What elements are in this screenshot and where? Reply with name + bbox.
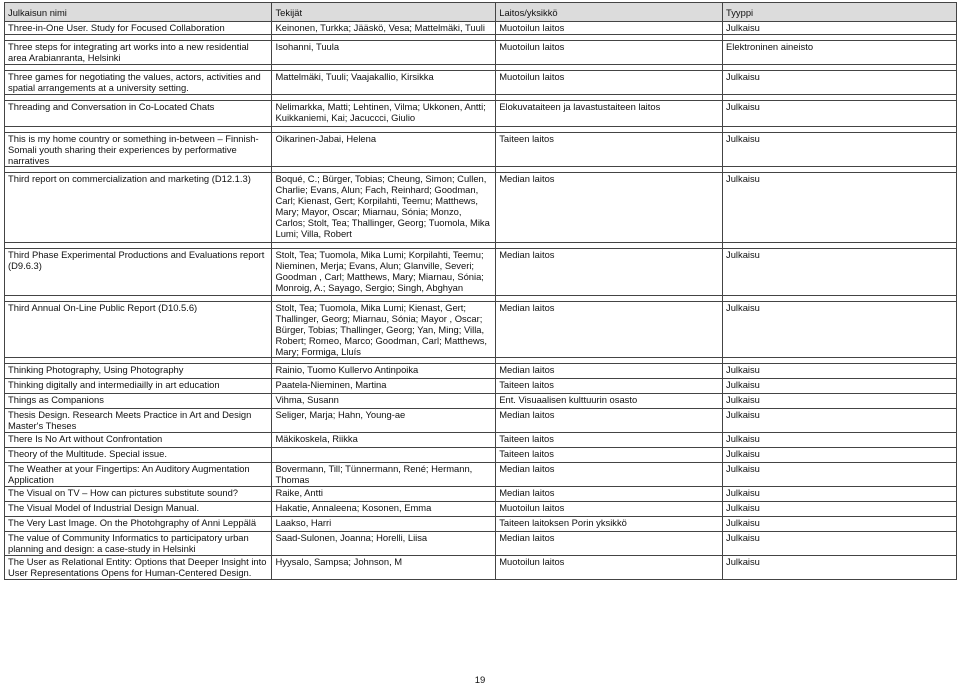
table-row — [5, 71, 957, 95]
cell-authors: Nelimarkka, Matti; Lehtinen, Vilma; Ukkonen, Antti; Kuikkaniemi, Kai; Jacuccci, Giulio — [272, 101, 496, 127]
table-row — [5, 101, 957, 127]
cell-title: The Visual Model of Industrial Design Manual. — [5, 502, 272, 517]
cell-department: Taiteen laitos — [496, 433, 723, 448]
cell-title: Theory of the Multitude. Special issue. — [5, 448, 272, 463]
cell-type: Julkaisu — [723, 463, 957, 487]
cell-department: Muotoilun laitos — [496, 71, 723, 95]
cell-department: Taiteen laitos — [496, 448, 723, 463]
cell-type: Julkaisu — [723, 448, 957, 463]
cell-type: Julkaisu — [723, 394, 957, 409]
cell-title: Third Phase Experimental Productions and Evaluations report (D9.6.3) — [5, 249, 272, 296]
page-number: 19 — [474, 675, 486, 686]
cell-authors: Hyysalo, Sampsa; Johnson, M — [272, 556, 496, 580]
cell-department: Median laitos — [496, 364, 723, 379]
table-row — [5, 448, 957, 463]
publications-table — [4, 2, 957, 580]
table-row — [5, 22, 957, 35]
cell-type: Julkaisu — [723, 517, 957, 532]
cell-authors: Oikarinen-Jabai, Helena — [272, 133, 496, 167]
cell-type: Julkaisu — [723, 173, 957, 243]
table-row — [5, 463, 957, 487]
cell-authors: Raike, Antti — [272, 487, 496, 502]
cell-type: Julkaisu — [723, 556, 957, 580]
table-row — [5, 556, 957, 580]
cell-authors: Stolt, Tea; Tuomola, Mika Lumi; Korpilahti, Teemu; Nieminen, Merja; Evans, Alun; Glanville, Severi; Goodman , Carl; Matthews, Mary; Miarnau, Sónia; Monroig, A.; Sayago, Sergio; Singh, Abghyan — [272, 249, 496, 296]
cell-type: Julkaisu — [723, 364, 957, 379]
cell-department: Median laitos — [496, 532, 723, 556]
cell-department: Elokuvataiteen ja lavastustaiteen laitos — [496, 101, 723, 127]
cell-title: There Is No Art without Confrontation — [5, 433, 272, 448]
cell-department: Taiteen laitos — [496, 133, 723, 167]
cell-authors: Paatela-Nieminen, Martina — [272, 379, 496, 394]
table-row — [5, 487, 957, 502]
cell-title: Third report on commercialization and marketing (D12.1.3) — [5, 173, 272, 243]
cell-type: Julkaisu — [723, 22, 957, 35]
cell-authors: Saad-Sulonen, Joanna; Horelli, Liisa — [272, 532, 496, 556]
cell-title: The Very Last Image. On the Photohgraphy of Anni Leppälä — [5, 517, 272, 532]
cell-authors: Hakatie, Annaleena; Kosonen, Emma — [272, 502, 496, 517]
cell-type: Julkaisu — [723, 101, 957, 127]
column-header-type: Tyyppi — [723, 3, 957, 22]
cell-department: Median laitos — [496, 173, 723, 243]
cell-authors: Rainio, Tuomo Kullervo Antinpoika — [272, 364, 496, 379]
cell-title: The User as Relational Entity: Options that Deeper Insight into User Representations Opens for Human-Centered Design. — [5, 556, 272, 580]
column-header-title: Julkaisun nimi — [5, 3, 272, 22]
table-row — [5, 133, 957, 167]
cell-department: Ent. Visuaalisen kulttuurin osasto — [496, 394, 723, 409]
cell-title: The Weather at your Fingertips: An Auditory Augmentation Application — [5, 463, 272, 487]
cell-title: Thinking digitally and intermediailly in art education — [5, 379, 272, 394]
cell-type: Julkaisu — [723, 409, 957, 433]
cell-department: Taiteen laitoksen Porin yksikkö — [496, 517, 723, 532]
cell-authors: Laakso, Harri — [272, 517, 496, 532]
cell-title: Third Annual On-Line Public Report (D10.5.6) — [5, 302, 272, 358]
table-row — [5, 41, 957, 65]
cell-title: Threading and Conversation in Co-Located Chats — [5, 101, 272, 127]
cell-authors: Seliger, Marja; Hahn, Young-ae — [272, 409, 496, 433]
table-row — [5, 502, 957, 517]
cell-department: Median laitos — [496, 249, 723, 296]
cell-title: The Visual on TV – How can pictures substitute sound? — [5, 487, 272, 502]
table-row — [5, 409, 957, 433]
cell-department: Muotoilun laitos — [496, 41, 723, 65]
cell-type: Julkaisu — [723, 249, 957, 296]
cell-type: Julkaisu — [723, 379, 957, 394]
table-header — [5, 3, 957, 22]
table-row — [5, 433, 957, 448]
cell-title: Three-in-One User. Study for Focused Collaboration — [5, 22, 272, 35]
cell-authors: Vihma, Susann — [272, 394, 496, 409]
cell-department: Muotoilun laitos — [496, 22, 723, 35]
table-row — [5, 173, 957, 243]
cell-type: Julkaisu — [723, 133, 957, 167]
cell-authors: Keinonen, Turkka; Jääskö, Vesa; Mattelmäki, Tuuli — [272, 22, 496, 35]
cell-department: Muotoilun laitos — [496, 556, 723, 580]
cell-type: Julkaisu — [723, 532, 957, 556]
cell-department: Muotoilun laitos — [496, 502, 723, 517]
cell-type: Julkaisu — [723, 502, 957, 517]
cell-authors: Mattelmäki, Tuuli; Vaajakallio, Kirsikka — [272, 71, 496, 95]
cell-title: Three games for negotiating the values, actors, activities and spatial arrangements at a university setting. — [5, 71, 272, 95]
cell-type: Julkaisu — [723, 487, 957, 502]
cell-authors: Mäkikoskela, Riikka — [272, 433, 496, 448]
cell-title: This is my home country or something in-between – Finnish-Somali youth sharing their experiences by performative narratives — [5, 133, 272, 167]
table-row — [5, 517, 957, 532]
table-row — [5, 249, 957, 296]
cell-type: Julkaisu — [723, 302, 957, 358]
cell-authors: Boqué, C.; Bürger, Tobias; Cheung, Simon; Cullen, Charlie; Evans, Alun; Fach, Reinhard; Goodman, Carl; Kienast, Gert; Korpilahti, Teemu; Matthews, Mary; Mayor, Oscar; Miarnau, Sónia; Monzo, Carlos; Stolt, Tea; Thallinger, Georg; Tuomola, Mika Lumi; Villa, Robert — [272, 173, 496, 243]
table-body — [5, 22, 957, 580]
table-row — [5, 302, 957, 358]
cell-title: Thesis Design. Research Meets Practice in Art and Design Master's Theses — [5, 409, 272, 433]
cell-title: The value of Community Informatics to participatory urban planning and design: a case-study in Helsinki — [5, 532, 272, 556]
cell-title: Things as Companions — [5, 394, 272, 409]
table-row — [5, 532, 957, 556]
cell-department: Median laitos — [496, 409, 723, 433]
cell-department: Median laitos — [496, 487, 723, 502]
column-header-authors: Tekijät — [272, 3, 496, 22]
publications-table-container — [4, 2, 957, 580]
header-row — [5, 3, 957, 22]
cell-authors: Stolt, Tea; Tuomola, Mika Lumi; Kienast, Gert; Thallinger, Georg; Miarnau, Sónia; Mayor , Oscar; Bürger, Tobias; Thallinger, Georg; Yan, Ming; Villa, Robert; Romeo, Marco; Goodman, Carl; Matthews, Mary; Formiga, Lluís — [272, 302, 496, 358]
cell-authors: Bovermann, Till; Tünnermann, René; Hermann, Thomas — [272, 463, 496, 487]
cell-department: Median laitos — [496, 463, 723, 487]
cell-title: Three steps for integrating art works into a new residential area Arabianranta, Helsinki — [5, 41, 272, 65]
cell-title: Thinking Photography, Using Photography — [5, 364, 272, 379]
cell-type: Julkaisu — [723, 71, 957, 95]
cell-type: Elektroninen aineisto — [723, 41, 957, 65]
cell-type: Julkaisu — [723, 433, 957, 448]
cell-department: Median laitos — [496, 302, 723, 358]
cell-department: Taiteen laitos — [496, 379, 723, 394]
column-header-department: Laitos/yksikkö — [496, 3, 723, 22]
cell-authors — [272, 448, 496, 463]
table-row — [5, 364, 957, 379]
cell-authors: Isohanni, Tuula — [272, 41, 496, 65]
table-row — [5, 379, 957, 394]
table-row — [5, 394, 957, 409]
